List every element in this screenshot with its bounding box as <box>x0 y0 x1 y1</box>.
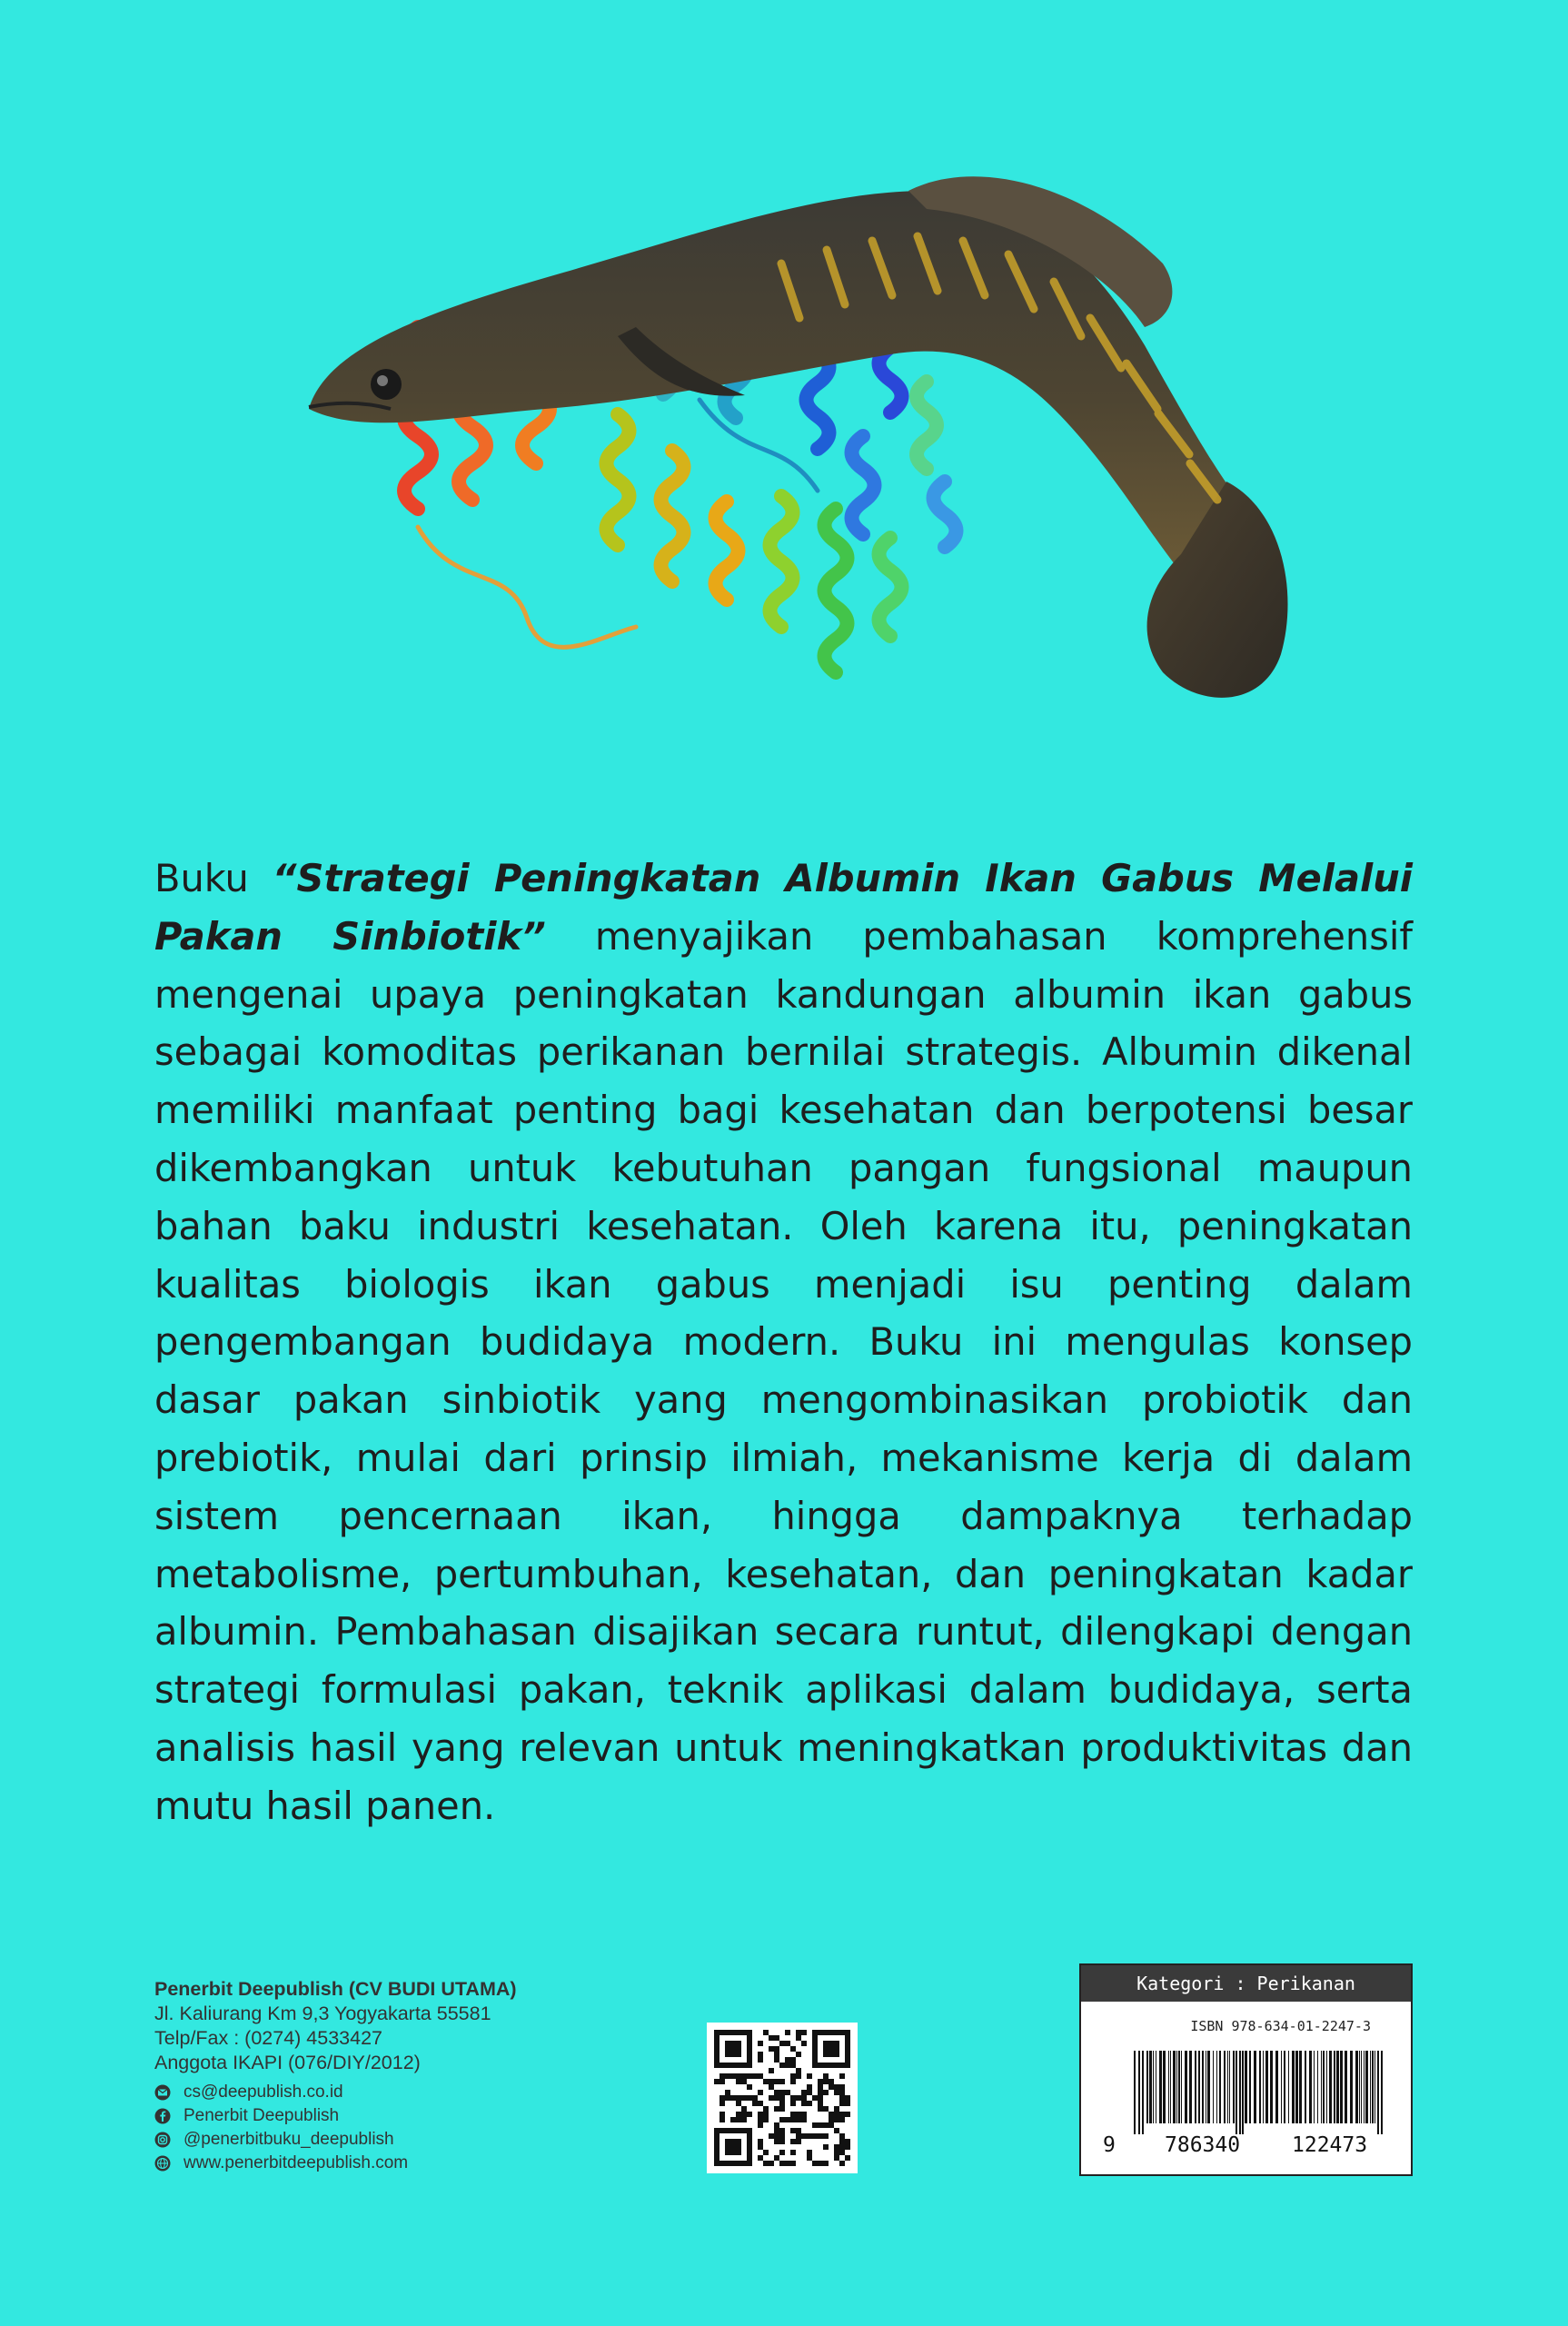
qr-code-pattern <box>707 2023 858 2173</box>
instagram-icon <box>154 2132 171 2148</box>
publisher-address: Jl. Kaliurang Km 9,3 Yogyakarta 55581 <box>154 2003 491 2024</box>
contact-list <box>154 2081 517 2175</box>
contact-email <box>154 2081 517 2104</box>
facebook-icon <box>154 2108 171 2124</box>
barcode-digits-left: 786340 <box>1165 2133 1241 2157</box>
fish-protein-illustration <box>273 164 1290 854</box>
email-icon <box>154 2084 171 2101</box>
contact-website <box>154 2152 517 2175</box>
email-address[interactable]: cs@deepublish.co.id <box>184 2082 343 2102</box>
category-label: Kategori : Perikanan <box>1081 1965 1411 2002</box>
publisher-membership: Anggota IKAPI (076/DIY/2012) <box>154 2052 421 2073</box>
description-body: menyajikan pembahasan komprehensif mengenai upaya peningkatan kandungan albumin ikan gabus sebagai komoditas perikanan bernilai strategis. Albumin dikenal memiliki manfaat penting bagi kesehatan dan berpotensi besar dikembangkan untuk kebutuhan pangan fungsional maupun bahan baku industri kesehatan. Oleh karena itu, peningkatan kualitas biologis ikan gabus menjadi isu penting dalam pengembangan budidaya modern. Buku ini mengulas konsep dasar pakan sinbiotik yang mengombinasikan probiotik dan prebiotik, mulai dari prinsip ilmiah, mekanisme kerja di dalam sistem pencernaan ikan, hingga dampaknya terhadap metabolisme, pertumbuhan, kesehatan, dan peningkatan kadar albumin. Pembahasan disajikan secara runtut, dilengkapi dengan strategi formulasi pakan, teknik aplikasi dalam budidaya, serta analisis hasil yang relevan untuk meningkatkan produktivitas dan mutu hasil panen. <box>154 913 1413 1828</box>
instagram-handle[interactable]: @penerbitbuku_deepublish <box>184 2130 394 2149</box>
barcode-digit-first: 9 <box>1103 2133 1116 2157</box>
barcode-bars <box>1132 2051 1386 2134</box>
snakehead-fish <box>309 176 1288 698</box>
contact-instagram <box>154 2128 517 2152</box>
description-lead: Buku <box>154 856 273 900</box>
book-title: “Strategi Peningkatan Albumin Ikan Gabus Melalui Pakan Sinbiotik” <box>154 856 1413 959</box>
website-url[interactable]: www.penerbitdeepublish.com <box>184 2153 409 2172</box>
facebook-page[interactable]: Penerbit Deepublish <box>184 2106 340 2125</box>
barcode-digits <box>1081 2133 1411 2161</box>
isbn-number: ISBN 978-634-01-2247-3 <box>1190 2018 1371 2034</box>
isbn-barcode-box <box>1079 1963 1413 2176</box>
barcode-digits-right: 122473 <box>1292 2133 1368 2157</box>
qr-code[interactable] <box>707 2023 858 2173</box>
publisher-phone: Telp/Fax : (0274) 4533427 <box>154 2027 382 2049</box>
publisher-name: Penerbit Deepublish (CV BUDI UTAMA) <box>154 1978 517 2000</box>
publisher-info <box>154 1977 517 2175</box>
book-description <box>154 850 1413 1835</box>
globe-icon <box>154 2155 171 2172</box>
contact-facebook <box>154 2104 517 2128</box>
